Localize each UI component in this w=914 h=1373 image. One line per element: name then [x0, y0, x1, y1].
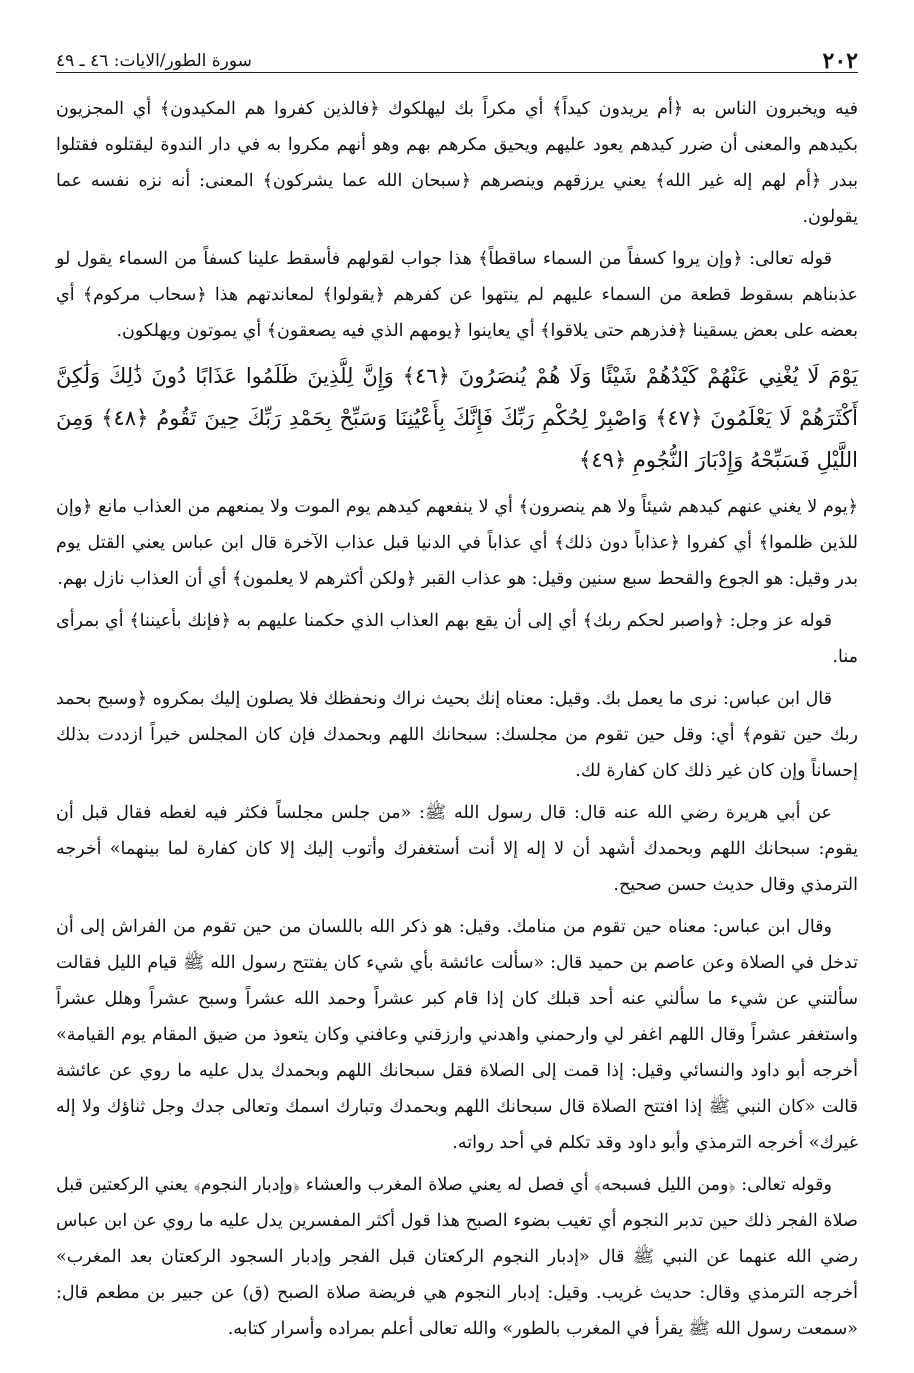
- paragraph: قال ابن عباس: نرى ما يعمل بك. وقيل: معناه إنك بحيث نراك ونحفظك فلا يصلون إليك بمكروه ﴿وسبح بحمد ربك حين تقوم﴾ أي: وقل حين تقوم من مجلسك: سبحانك اللهم وبحمدك فإن كان المجلس خيراً ازددت بذلك إحساناً وإن كان غير ذلك كان كفارة لك.: [56, 689, 858, 781]
- paragraph: وقال ابن عباس: معناه حين تقوم من منامك. وقيل: هو ذكر الله باللسان من حين تقوم من الفراش إلى أن تدخل في الصلاة وعن عاصم بن حميد قال: «سألت عائشة بأي شيء كان يفتتح رسول الله ﷺ قيام الليل فقالت سألتني عن شيء ما سألني عنه أحد قبلك كان إذا قام كبر عشراً وحمد الله عشراً وسبح عشراً وهلل عشراً واستغفر عشراً وقال اللهم اغفر لي وارحمني واهدني وارزقني وعافني وكان يتعوذ من ضيق المقام يوم القيامة» أخرجه أبو داود والنسائي وقيل: إذا قمت إلى الصلاة فقل سبحانك اللهم وبحمدك يدل عليه ما روي عن عائشة قالت «كان النبي ﷺ إذا افتتح الصلاة قال سبحانك اللهم وبحمدك وتبارك اسمك وتعالى جدك وجل ثناؤك ولا إله غيرك» أخرجه الترمذي وأبو داود وقد تكلم في أحد رواته.: [56, 917, 858, 1153]
- page-header: [56, 44, 858, 73]
- paragraph: فيه ويخبرون الناس به ﴿أم يريدون كيداً﴾ أي مكراً بك ليهلكوك ﴿فالذين كفروا هم المكيدون﴾ أي المجزيون بكيدهم والمعنى أن ضرر كيدهم يعود عليهم ويحيق مكرهم بهم وهو أنهم مكروا به في دار الندوة ليقتلوه فقتلوا ببدر ﴿أم لهم إله غير الله﴾ يعني يرزقهم وينصرهم ﴿سبحان الله عما يشركون﴾ المعنى: أنه نزه نفسه عما يقولون.: [56, 99, 858, 227]
- paragraph: قوله تعالى: ﴿وإن يروا كسفاً من السماء ساقطاً﴾ هذا جواب لقولهم فأسقط علينا كسفاً من السماء يقول لو عذبناهم بسقوط قطعة من السماء عليهم لم ينتهوا عن كفرهم ﴿يقولوا﴾ لمعاندتهم هذا ﴿سحاب مركوم﴾ أي بعضه على بعض يسقينا ﴿فذرهم حتى يلاقوا﴾ أي يعاينوا ﴿يومهم الذي فيه يصعقون﴾ أي يموتون ويهلكون.: [56, 249, 858, 341]
- page-body: [56, 91, 858, 1347]
- quran-verses: يَوْمَ لَا يُغْنِي عَنْهُمْ كَيْدُهُمْ شَيْئًا وَلَا هُمْ يُنصَرُونَ ﴿٤٦﴾ وَإِنَّ لِلَّذِينَ ظَلَمُوا عَذَابًا دُونَ ذَٰلِكَ وَلَٰكِنَّ أَكْثَرَهُمْ لَا يَعْلَمُونَ ﴿٤٧﴾ وَاصْبِرْ لِحُكْمِ رَبِّكَ فَإِنَّكَ بِأَعْيُنِنَا وَسَبِّحْ بِحَمْدِ رَبِّكَ حِينَ تَقُومُ ﴿٤٨﴾ وَمِنَ اللَّيْلِ فَسَبِّحْهُ وَإِدْبَارَ النُّجُومِ ﴿٤٩﴾: [56, 364, 859, 472]
- paragraph: ﴿يوم لا يغني عنهم كيدهم شيئاً ولا هم ينصرون﴾ أي لا ينفعهم كيدهم يوم الموت ولا يمنعهم من العذاب مانع ﴿وإن للذين ظلموا﴾ أي كفروا ﴿عذاباً دون ذلك﴾ أي عذاباً في الدنيا قبل عذاب الآخرة قال ابن عباس يعني القتل يوم بدر وقيل: هو الجوع والقحط سبع سنين وقيل: هو عذاب القبر ﴿ولكن أكثرهم لا يعلمون﴾ أي أن العذاب نازل بهم.: [56, 497, 858, 589]
- paragraph: عن أبي هريرة رضي الله عنه قال: قال رسول الله ﷺ: «من جلس مجلساً فكثر فيه لغطه فقال قبل أن يقوم: سبحانك اللهم وبحمدك أشهد أن لا إله إلا أنت أستغفرك وأتوب إليك إلا كان كفارة لما بينهما» أخرجه الترمذي وقال حديث حسن صحيح.: [56, 803, 858, 895]
- running-title: سورة الطور/الايات: ٤٦ ـ ٤٩: [56, 51, 252, 71]
- paragraph: وقوله تعالى: ﴿ومن الليل فسبحه﴾ أي فصل له يعني صلاة المغرب والعشاء ﴿وإدبار النجوم﴾ يعني الركعتين قبل صلاة الفجر ذلك حين تدبر النجوم أي تغيب بضوء الصبح هذا قول أكثر المفسرين يدل عليه ما روي عن ابن عباس رضي الله عنهما عن النبي ﷺ قال «إدبار النجوم الركعتان قبل الفجر وإدبار السجود الركعتان بعد المغرب» أخرجه الترمذي وقال: حديث غريب. وقيل: إدبار النجوم هي فريضة صلاة الصبح (ق) عن جبير بن مطعم قال: «سمعت رسول الله ﷺ يقرأ في المغرب بالطور» والله تعالى أعلم بمراده وأسرار كتابه.: [56, 1175, 858, 1339]
- paragraph: قوله عز وجل: ﴿واصبر لحكم ربك﴾ أي إلى أن يقع بهم العذاب الذي حكمنا عليهم به ﴿فإنك بأعيننا﴾ أي بمرأى منا.: [56, 611, 858, 667]
- page-number: ٢٠٢: [822, 48, 858, 74]
